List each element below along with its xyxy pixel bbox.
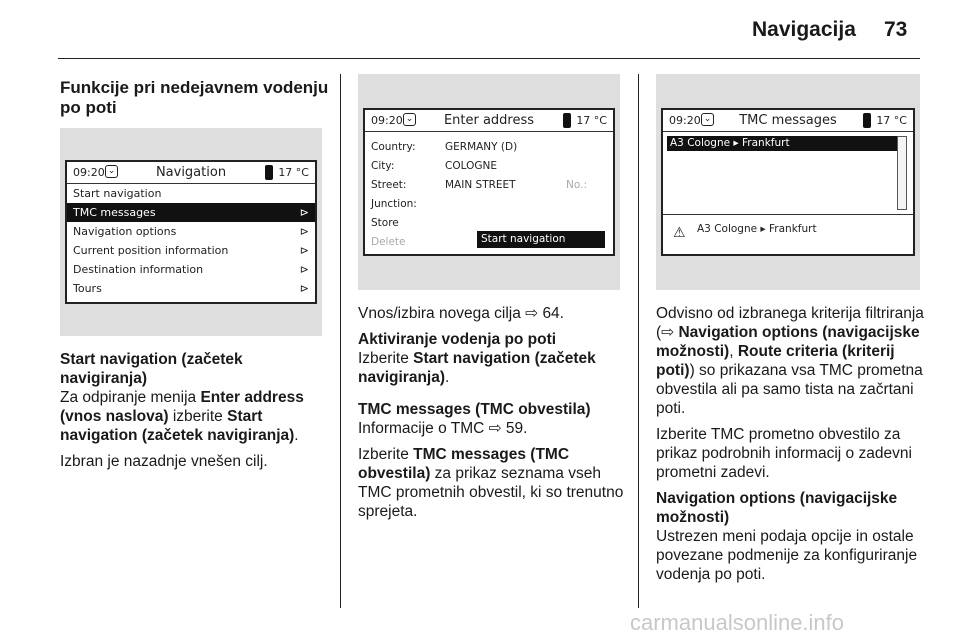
- navigation-screen: [65, 160, 317, 304]
- screen-status-bar: [67, 162, 315, 184]
- screen-status-bar: [365, 110, 613, 132]
- screen-status-bar: [663, 110, 913, 132]
- thermometer-icon: [265, 165, 273, 180]
- enter-address-screen: [363, 108, 615, 256]
- tmc-message-detail: [663, 214, 913, 254]
- thermometer-icon: [563, 113, 571, 128]
- chevron-right-icon: ⊳: [299, 282, 309, 295]
- chevron-right-icon: ⊳: [299, 206, 309, 219]
- paragraph: Informacije o TMC ⇨ 59.: [358, 420, 528, 437]
- paragraph: Izberite TMC messages (TMC obvestila) za prikaz seznama vseh TMC prometnih obvestil, ki so trenutno sprejeta.: [358, 446, 624, 520]
- menu-item-start-navigation[interactable]: [67, 184, 315, 203]
- column-divider-2: [638, 74, 639, 608]
- tmc-messages-screen: [661, 108, 915, 256]
- start-navigation-button[interactable]: Start navigation: [477, 231, 605, 248]
- page-header-title: Navigacija: [752, 18, 856, 41]
- store-button[interactable]: Store: [371, 217, 399, 229]
- screen-title: Navigation: [155, 165, 227, 180]
- navigation-screen-panel: [60, 128, 322, 336]
- menu-item-tmc-messages[interactable]: [67, 203, 315, 222]
- screen-title: TMC messages: [739, 113, 837, 128]
- traffic-warning-icon: ⚠: [673, 225, 686, 241]
- section-title: Funkcije pri nedejavnem vodenju po poti: [60, 78, 329, 117]
- column-1-text: [60, 350, 332, 478]
- scrollbar[interactable]: [897, 136, 907, 210]
- heading-navigation-options: Navigation options (navigacijske možnosti): [656, 490, 898, 526]
- chevron-right-icon: ⊳: [299, 263, 309, 276]
- tmc-message-item-selected[interactable]: A3 Cologne ▸ Frankfurt: [667, 136, 899, 151]
- heading-start-navigation: Start navigation (začetek navigiranja): [60, 351, 243, 387]
- menu-item-tours[interactable]: [67, 279, 315, 298]
- clock-icon: ⌄: [105, 165, 118, 178]
- paragraph: Odvisno od izbranega kriterija filtriranja (⇨ Navigation options (navigacijske možnosti), Route criteria (kriterij poti)) so prikazana vsa TMC prometna obvestila ali pa samo tista na začrtani poti.: [656, 305, 924, 417]
- menu-item-destination-info[interactable]: [67, 260, 315, 279]
- thermometer-icon: [863, 113, 871, 128]
- watermark: carmanualsonline.info: [630, 610, 845, 635]
- heading-tmc-messages: TMC messages (TMC obvestila): [358, 401, 591, 418]
- clock-icon: ⌄: [403, 113, 416, 126]
- clock: 09:20: [73, 166, 105, 179]
- address-row-junction[interactable]: Junction:: [371, 198, 417, 210]
- temperature: 17 °C: [576, 114, 607, 127]
- header-divider: [58, 58, 920, 59]
- temperature: 17 °C: [876, 114, 907, 127]
- column-divider-1: [340, 74, 341, 608]
- menu-item-label: Navigation options: [73, 225, 177, 238]
- chevron-right-icon: ⊳: [299, 244, 309, 257]
- page-number: 73: [884, 18, 908, 41]
- menu-item-current-position[interactable]: [67, 241, 315, 260]
- address-row-street[interactable]: Street: MAIN STREET No.:: [365, 176, 613, 195]
- menu-item-label: Destination information: [73, 263, 204, 276]
- paragraph: Za odpiranje menija Enter address (vnos naslova) izberite Start navigation (začetek navigiranja).: [60, 389, 304, 444]
- address-row-city[interactable]: City: COLOGNE: [371, 160, 497, 172]
- tmc-screen-panel: [656, 74, 920, 290]
- paragraph: Izberite Start navigation (začetek navigiranja).: [358, 350, 596, 386]
- heading-activate-guidance: Aktiviranje vodenja po poti: [358, 331, 557, 348]
- address-row-country[interactable]: Country: GERMANY (D): [371, 141, 518, 153]
- house-number-label: No.:: [566, 179, 587, 191]
- screen-title: Enter address: [443, 113, 535, 128]
- menu-item-label: Tours: [73, 282, 102, 295]
- menu-item-label: TMC messages: [73, 206, 156, 219]
- chevron-right-icon: ⊳: [299, 225, 309, 238]
- column-2-text: [358, 304, 630, 528]
- menu-item-navigation-options[interactable]: [67, 222, 315, 241]
- paragraph: Ustrezen meni podaja opcije in ostale povezane podmenije za konfiguriranje vodenja po poti.: [656, 528, 918, 583]
- clock: 09:20: [371, 114, 403, 127]
- enter-address-screen-panel: [358, 74, 620, 290]
- paragraph: Izberite TMC prometno obvestilo za prikaz podrobnih informacij o zadevni prometni zadevi.: [656, 426, 912, 481]
- menu-item-label: Start navigation: [73, 187, 162, 200]
- paragraph: Izbran je nazadnje vnešen cilj.: [60, 453, 268, 470]
- tmc-message-detail-text: A3 Cologne ▸ Frankfurt: [697, 223, 817, 235]
- column-3-text: [656, 304, 924, 591]
- paragraph: Vnos/izbira novega cilja ⇨ 64.: [358, 305, 564, 322]
- clock: 09:20: [669, 114, 701, 127]
- menu-item-label: Current position information: [73, 244, 229, 257]
- delete-button[interactable]: Delete: [371, 236, 406, 248]
- clock-icon: ⌄: [701, 113, 714, 126]
- temperature: 17 °C: [278, 166, 309, 179]
